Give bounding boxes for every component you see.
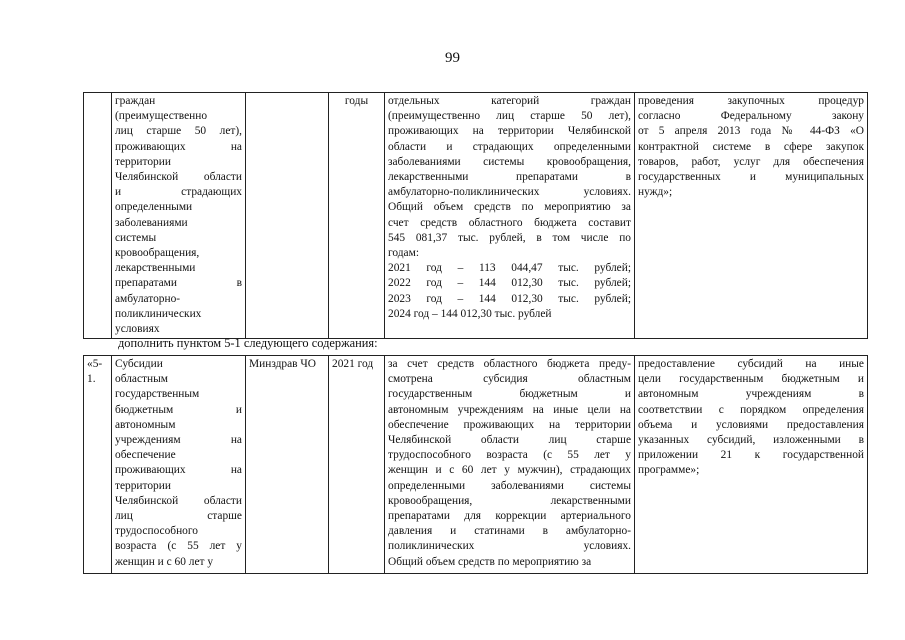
text-line: проживающих на <box>115 140 242 153</box>
table-continued-row <box>83 92 868 339</box>
text-line: заболеваниями <box>115 216 188 229</box>
text-line: от 5 апреля 2013 года № 44-ФЗ «О <box>638 125 864 138</box>
table-row <box>84 93 868 339</box>
text-line: 2024 год – 144 012,30 тыс. рублей <box>388 307 552 320</box>
text-line: области и страдающих определенными <box>388 140 631 153</box>
basis-cell <box>635 93 868 339</box>
text-line: за счет средств областного бюджета преду- <box>388 358 631 370</box>
text-line: автономным <box>115 418 176 431</box>
text-line: Челябинской области <box>115 171 242 184</box>
basis-cell <box>635 356 868 574</box>
table-new-item <box>83 355 868 574</box>
description-lines <box>388 357 631 570</box>
text-line: соответствии с порядком определения <box>638 403 864 416</box>
text-line: государственным <box>115 388 200 401</box>
text-line: автономным учреждениям в <box>638 388 864 401</box>
text-line: давления и статинами в амбулаторно- <box>388 525 631 538</box>
text-line: обеспечение <box>115 449 176 462</box>
measure-name-lines <box>115 357 242 570</box>
text-line: женщин и с 60 лет у мужчин), страдающих <box>388 464 631 477</box>
basis-lines <box>638 357 864 479</box>
text-line: (преимущественно <box>115 110 208 123</box>
text-line: государственных и муниципальных <box>638 171 864 184</box>
text-line: кровообращения, лекарственными <box>388 494 631 507</box>
period-cell: годы <box>329 93 385 339</box>
measure-name-cell <box>112 93 246 339</box>
text-line: поликлинических условиях. <box>388 540 631 553</box>
text-line: областным <box>115 373 168 386</box>
text-line: лиц старше <box>115 510 242 523</box>
text-line: согласно Федеральному закону <box>638 110 864 123</box>
text-line: заболеваниями системы кровообращения, <box>388 155 631 168</box>
text-line: возраста (с 55 лет у <box>115 540 242 553</box>
text-line: препаратами в <box>115 277 242 290</box>
text-line: женщин и с 60 лет у <box>115 555 214 568</box>
row-number-cell <box>84 93 112 339</box>
text-line: Общий объем средств по мероприятию за <box>388 201 631 214</box>
measure-name-lines <box>115 94 242 337</box>
text-line: цели государственным бюджетным и <box>638 373 864 386</box>
text-line: и страдающих <box>115 186 242 199</box>
description-cell <box>385 356 635 574</box>
table-row <box>84 356 868 574</box>
text-line: Челябинской области <box>115 494 242 507</box>
text-line: предоставление субсидий на иные <box>638 358 864 370</box>
text-line: обеспечение проживающих на территории <box>388 418 631 431</box>
text-line: лекарственными препаратами в <box>388 171 631 184</box>
text-line: 2022 год – 144 012,30 тыс. рублей; <box>388 277 631 290</box>
text-line: определенными <box>115 201 193 214</box>
text-line: автономным учреждениям на иные цели на <box>388 403 631 416</box>
measure-name-cell <box>112 356 246 574</box>
text-line: бюджетным и <box>115 403 242 416</box>
text-line: смотрена субсидия областным <box>388 373 631 386</box>
text-line: (преимущественно лиц старше 50 лет), <box>388 110 631 123</box>
text-line: трудоспособного возраста (с 55 лет у <box>388 449 631 462</box>
text-line: территории <box>115 155 171 168</box>
page-number: 99 <box>445 50 460 66</box>
text-line: условиях <box>115 323 160 336</box>
text-line: товаров, работ, услуг для обеспечения <box>638 155 864 168</box>
text-line: государственным бюджетным и <box>388 388 631 401</box>
text-line: граждан <box>115 95 156 107</box>
text-line: кровообращения, <box>115 247 200 260</box>
basis-lines <box>638 94 864 200</box>
text-line: счет средств областного бюджета составит <box>388 216 631 229</box>
text-line: определенными заболеваниями системы <box>388 479 631 492</box>
description-cell <box>385 93 635 339</box>
text-line: объема и условиями предоставления <box>638 418 864 431</box>
executor-cell: Минздрав ЧО <box>246 356 329 574</box>
text-line: поликлинических <box>115 307 202 320</box>
row-number-cell: «5-1. <box>84 356 112 574</box>
text-line: 2021 год – 113 044,47 тыс. рублей; <box>388 262 631 275</box>
text-line: амбулаторно-поликлинических условиях. <box>388 186 631 199</box>
text-line: годам: <box>388 247 419 260</box>
text-line: указанных субсидий, изложенными в <box>638 434 864 447</box>
text-line: контрактной системе в сфере закупок <box>638 140 864 153</box>
text-line: трудоспособного <box>115 525 198 538</box>
text-line: территории <box>115 479 171 492</box>
text-line: системы <box>115 231 157 244</box>
text-line: программе»; <box>638 464 700 477</box>
text-line: нужд»; <box>638 186 673 199</box>
text-line: Субсидии <box>115 358 163 370</box>
text-line: амбулаторно- <box>115 292 181 305</box>
executor-cell <box>246 93 329 339</box>
text-line: учреждениям на <box>115 434 242 447</box>
text-line: 545 081,37 тыс. рублей, в том числе по <box>388 231 631 244</box>
text-line: отдельных категорий граждан <box>388 95 631 107</box>
period-cell: 2021 год <box>329 356 385 574</box>
text-line: проживающих на территории Челябинской <box>388 125 631 138</box>
amendment-note: дополнить пунктом 5-1 следующего содержания: <box>118 336 378 350</box>
text-line: приложении 21 к государственной <box>638 449 864 462</box>
text-line: лиц старше 50 лет), <box>115 125 242 138</box>
text-line: проживающих на <box>115 464 242 477</box>
description-lines <box>388 94 631 322</box>
text-line: Челябинской области лиц старше <box>388 434 631 447</box>
text-line: препаратами для коррекции артериального <box>388 510 631 523</box>
text-line: проведения закупочных процедур <box>638 95 864 107</box>
text-line: Общий объем средств по мероприятию за <box>388 555 592 568</box>
text-line: 2023 год – 144 012,30 тыс. рублей; <box>388 292 631 305</box>
text-line: лекарственными <box>115 262 196 275</box>
